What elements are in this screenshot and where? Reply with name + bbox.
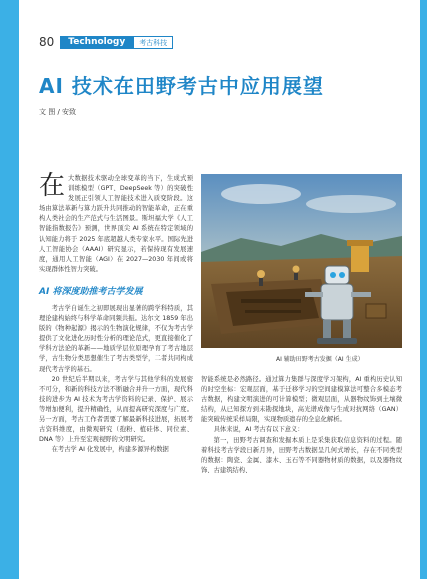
robot-excavation-image [201, 174, 402, 348]
intro-paragraph: 大数据技术驱动全球变革的当下，生成式预训练模型（GPT、DeepSeek 等）的突破性发展正引领人工智能技术进入质变阶段。这场由算法革新与算力跃升共同推动的智能革命，正在重构人类社会的生产范式与生活图景。斯坦福大学《人工智能指数报告》预测，世界顶尖 AI 系统在特定领域的认知能力将于 2025 年底超越人类专家水平。国际先进人工智能协会（AAAI）研究显示，若保持现有发展速度，通用人工智能（AGI）在 2027—2030 年间或将实现群体性智力突破。 [39, 175, 193, 273]
subheading: AI 将深度助推考古学发展 [39, 286, 143, 297]
body-paragraph: 智能系统是必然路径。通过算力集群与深度学习架构，AI 重构历史认知的时空坐标：宏观层面，基于迁移学习的空间建模算法可整合多模态考古数据，构建文明演进的可计算模型；微观层面，从器物纹饰到土壤微结构，从已知探方到未勘探地块，高光谱成像与生成对抗网络（GAN）能突破传统采样局限，实现物质遗存的全息化解析。 [201, 376, 402, 424]
right-accent-bar [420, 0, 427, 579]
page-header [39, 34, 173, 50]
article-illustration [201, 174, 402, 348]
intro-block [39, 171, 193, 275]
body-paragraph: 20 世纪后半期以来，考古学与其他学科的发展密不可分，和新的科技方法不断融合并升一方面，现代科技的进步为 AI 技术为考古学资料的记录、保护、展示等增加便利，提升精确性，从而提高研究深度与广度。另一方面，考古工作者需要了解最新科技进展，拓展考古资料维度，由微观研究（孢粉、植硅体、同位素、DNA 等）上升至宏观视野的文明研究。 [39, 375, 193, 444]
column-tag: 考古科技 [133, 36, 173, 49]
page-number: 80 [39, 35, 55, 49]
left-accent-bar [0, 0, 19, 579]
body-paragraph: 考古学自诞生之初即展现出显著的跨学科特质，其理论建构始终与科学革命同频共振。达尔文 1859 年出版的《物种起源》揭示的生物演化规律，不仅为考古学提供了文化进化历时性分析的理论范式，更直接催化了学科方法论的革新——地质学层位原理孕育了考古地层学，古生物分类思想催生了考古类型学，二者共同构成现代考古学的基石。 [39, 304, 193, 373]
figure-caption: AI 辅助田野考古发掘（AI 生成） [276, 356, 364, 363]
left-column [39, 171, 193, 455]
body-paragraph: 第一，田野考古调查和发掘本质上是采集获取信息资料的过程。随着科技考古学段日新月异，田野考古数据呈几何式增长，存在不同类型的数据：陶瓷、金属、漆木、玉石等不同器物材质的数据，以及器物纹饰、古建筑结构、 [201, 436, 402, 474]
drop-cap: 在 [39, 171, 66, 201]
body-paragraph: 在考古学 AI 化发展中，构建多源异构数据 [51, 446, 169, 454]
article-title: AI 技术在田野考古中应用展望 [39, 74, 324, 98]
byline: 文 图 / 安致 [39, 108, 77, 116]
body-paragraph: 具体来说，AI 考古有以下意义： [213, 426, 304, 434]
section-tag: Technology [60, 36, 133, 49]
right-column [201, 375, 402, 476]
